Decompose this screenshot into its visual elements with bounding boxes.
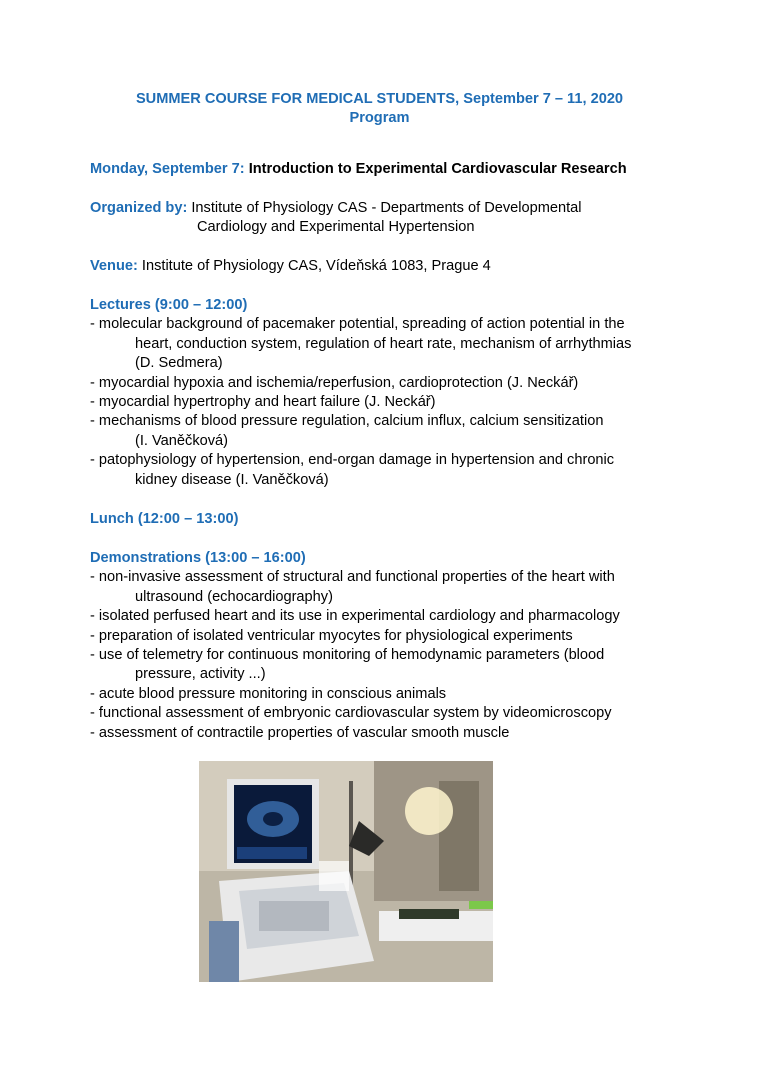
list-item: - assessment of contractile properties of vascular smooth muscle [90, 724, 510, 741]
organizer-text-line2: Cardiology and Experimental Hypertension [197, 219, 475, 236]
demonstrations-heading: Demonstrations (13:00 – 16:00) [90, 550, 306, 566]
day-line [90, 160, 690, 179]
list-item: - isolated perfused heart and its use in experimental cardiology and pharmacology [90, 608, 620, 625]
list-item: - molecular background of pacemaker potential, spreading of action potential in the [90, 316, 625, 333]
demonstrations-section [90, 549, 690, 743]
list-item-continuation: heart, conduction system, regulation of heart rate, mechanism of arrhythmias [135, 335, 632, 352]
list-item-continuation: pressure, activity ...) [135, 666, 266, 683]
list-item: - non-invasive assessment of structural and functional properties of the heart with [90, 569, 615, 586]
venue-line [90, 257, 690, 276]
list-item: - mechanisms of blood pressure regulation, calcium influx, calcium sensitization [90, 413, 604, 430]
list-item: - myocardial hypertrophy and heart failure (J. Neckář) [90, 394, 436, 411]
list-item: - functional assessment of embryonic cardiovascular system by videomicroscopy [90, 705, 612, 722]
list-item-continuation: (I. Vaněčková) [135, 432, 229, 449]
lunch-section [90, 510, 690, 529]
lunch-heading: Lunch (12:00 – 13:00) [90, 511, 239, 527]
list-item-continuation: ultrasound (echocardiography) [135, 588, 333, 605]
day-topic: Introduction to Experimental Cardiovascular Research [248, 161, 627, 177]
organizer-label: Organized by: [90, 200, 188, 216]
list-item-continuation: kidney disease (I. Vaněčková) [135, 471, 329, 488]
list-item: - patophysiology of hypertension, end-organ damage in hypertension and chronic [90, 452, 615, 469]
lectures-list [90, 315, 690, 490]
organizer-text-line1: Institute of Physiology CAS - Departments of Developmental [191, 200, 582, 216]
day-label: Monday, September 7: [90, 161, 245, 177]
list-item-continuation: (D. Sedmera) [135, 355, 223, 372]
program-subtitle: Program [349, 110, 410, 126]
list-item: - preparation of isolated ventricular myocytes for physiological experiments [90, 627, 573, 644]
list-item: - myocardial hypoxia and ischemia/reperfusion, cardioprotection (J. Neckář) [90, 374, 579, 391]
organizer-section [90, 199, 690, 238]
demonstrations-list [90, 568, 690, 743]
venue-text: Institute of Physiology CAS, Vídeňská 1083, Prague 4 [141, 258, 491, 274]
course-title: SUMMER COURSE FOR MEDICAL STUDENTS, September 7 – 11, 2020 [135, 91, 624, 107]
list-item: - use of telemetry for continuous monitoring of hemodynamic parameters (blood [90, 647, 605, 664]
lectures-heading: Lectures (9:00 – 12:00) [90, 297, 248, 313]
document-header [0, 90, 759, 128]
ultrasound-lab-photo [199, 761, 493, 982]
lectures-section [90, 296, 690, 490]
list-item: - acute blood pressure monitoring in conscious animals [90, 685, 447, 702]
venue-label: Venue: [90, 258, 138, 274]
